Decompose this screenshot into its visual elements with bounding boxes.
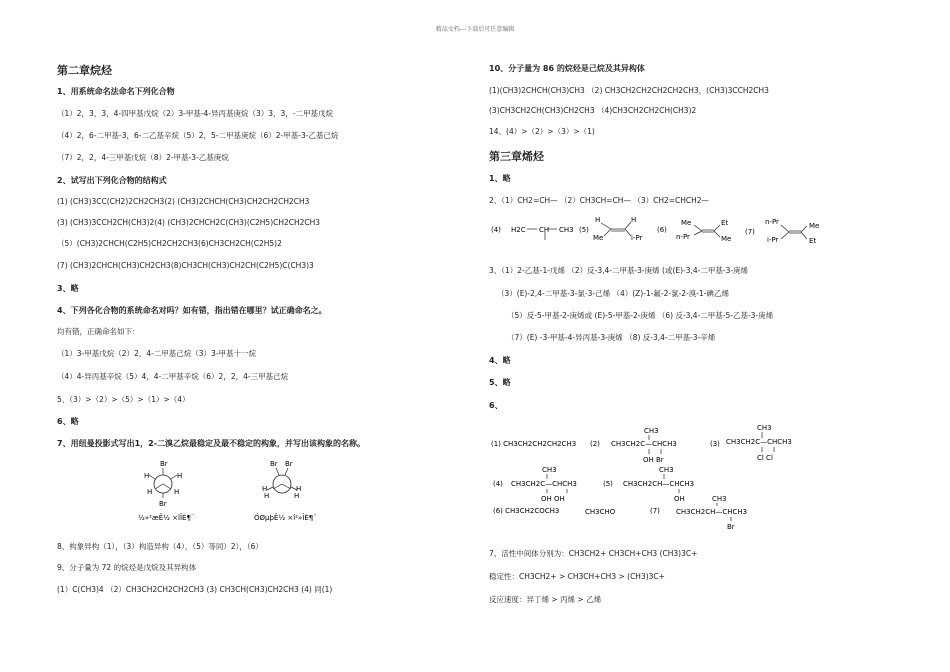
ch3-q3-line: 3、（1）2-乙基-1-戊烯 （2）反-3,4-二甲基-3-庚烯 (或(E)-3,4-二甲基-3-庚烯 bbox=[489, 266, 749, 275]
q10-line: (3)CH3CH2CH(CH3)CH2CH3 （4)CH3CH2CH2CH(CH3)2 bbox=[489, 106, 697, 115]
struct-label: i-Pr bbox=[767, 236, 779, 244]
q10-line: (1)(CH3)2CHCH(CH3)CH3 （2) CH3CH2CH2CH2CH2CH3，(CH3)3CCH2CH3 bbox=[489, 86, 769, 95]
page-header: 精品文档---下载后可任意编辑 bbox=[435, 26, 515, 33]
q1-line: （1）2，3，3，4-四甲基戊烷（2）3-甲基-4-异丙基庚烷（3）3，3，-二甲基戊烷 bbox=[57, 109, 334, 118]
q6-formula: CH3 bbox=[542, 466, 557, 474]
q6-formula: (1) CH3CH2CH2CH2CH3 bbox=[491, 440, 577, 448]
q5-line: 5、（3）>（2）>（5）>（1）>（4） bbox=[57, 395, 190, 404]
q6-formula: CH3CH2C—CHCH3 bbox=[511, 480, 577, 488]
struct-label: (7) bbox=[745, 228, 755, 236]
q6-formula: OH bbox=[674, 495, 685, 503]
struct-label: Me bbox=[593, 234, 604, 242]
chapter2-title: 第二章烷烃 bbox=[57, 64, 112, 77]
q6-formula: Cl Cl bbox=[757, 454, 773, 462]
q4-line: （4）4-异丙基辛烷（5）4，4-二甲基辛烷（6）2，2，4-三甲基己烷 bbox=[57, 372, 289, 381]
q1-title: 1、用系统命名法命名下列化合物 bbox=[57, 87, 175, 96]
q6-formula: (6) CH3CH2COCH3 bbox=[493, 507, 560, 515]
newman-a-atom: H bbox=[177, 472, 183, 480]
struct-label: (6) bbox=[657, 226, 667, 234]
ch3-q3-line: （7）(E) -3-甲基-4-异丙基-3-庚烯 （8) 反-3,4-二甲基-3-辛烯 bbox=[507, 333, 716, 342]
struct-label: H bbox=[595, 216, 601, 224]
ch3-q6-line: 6、 bbox=[489, 401, 503, 410]
q6-formula: CH3 bbox=[757, 424, 772, 432]
newman-b-atom: H bbox=[296, 485, 302, 493]
newman-a-caption: ½»²æÊ½ ×îÎÈ¶¨ bbox=[138, 514, 195, 522]
q6-formula: CH3 bbox=[659, 466, 674, 474]
q2-title: 2、试写出下列化合物的结构式 bbox=[57, 176, 167, 185]
struct-label: CH3 bbox=[559, 226, 574, 234]
q6-formula: (7) bbox=[650, 507, 660, 515]
q4-intro: 均有错，正确命名如下： bbox=[57, 327, 140, 336]
q6-formula: CH3CH2CH—CHCH3 bbox=[676, 508, 748, 516]
struct-label: Et bbox=[721, 219, 729, 227]
q6-formula: (3) bbox=[710, 440, 720, 448]
q2-line: (3) (CH3)3CCH2CH(CH3)2(4) (CH3)2CHCH2C(CH3)(C2H5)CH2CH2CH3 bbox=[57, 218, 321, 227]
q6-formula: CH3CH2C—CHCH3 bbox=[726, 438, 792, 446]
q1-line: （4）2，6-二甲基-3，6-二乙基辛烷（5）2，5-二甲基庚烷（6）2-甲基-3-乙基己烷 bbox=[57, 131, 339, 140]
struct-label: Me bbox=[809, 222, 820, 230]
ch3-q3-line: （3）(E)-2,4-二甲基-3-氯-3-己烯 （4）(Z)-1-氟-2-氯-2-溴-1-碘乙烯 bbox=[497, 289, 729, 298]
newman-projections bbox=[130, 456, 360, 528]
ch3-q7-line: 7、活性中间体分别为：CH3CH2+ CH3CH+CH3 (CH3)3C+ bbox=[489, 549, 698, 558]
q8-line: 8、构象异构（1），（3）构造异构（4），（5）等同）2），（6） bbox=[57, 542, 263, 551]
struct-label: i-Pr bbox=[631, 234, 643, 242]
struct-label: CH bbox=[539, 226, 550, 234]
q6-formula: (2) bbox=[590, 440, 600, 448]
q6-line: 6、略 bbox=[57, 417, 79, 426]
q10-title: 10、分子量为 86 的烷烃是己烷及其异构体 bbox=[489, 64, 645, 73]
chapter3-title: 第三章烯烃 bbox=[489, 150, 544, 163]
q2-line: (7) (CH3)2CHCH(CH3)CH2CH3(8)CH3CH(CH3)CH2CH(C2H5)C(CH3)3 bbox=[57, 261, 314, 270]
struct-label: H bbox=[631, 216, 637, 224]
q6-formula: OH OH bbox=[541, 495, 565, 503]
newman-staggered bbox=[138, 460, 194, 522]
newman-b-atom: Br bbox=[270, 460, 278, 468]
ch3-q2-line: 2、（1）CH2=CH— （2）CH3CH=CH— （3）CH2=CHCH2— bbox=[489, 196, 710, 205]
q4-title: 4、下列各化合物的系统命名对吗？如有错，指出错在哪里？试正确命名之。 bbox=[57, 306, 327, 315]
q6-formula: Br bbox=[727, 523, 735, 531]
newman-a-atom: H bbox=[144, 472, 150, 480]
q6-formula: CH3CHO bbox=[585, 508, 616, 516]
newman-eclipsed bbox=[254, 460, 317, 522]
q1-line: （7）2，2，4-三甲基戊烷（8）2-甲基-3-乙基庚烷 bbox=[57, 153, 229, 162]
newman-a-atom: H bbox=[147, 488, 153, 496]
newman-a-atom: Br bbox=[160, 460, 168, 468]
alkene-structures bbox=[489, 212, 839, 252]
q6-formula: CH3CH2CH—CHCH3 bbox=[623, 480, 695, 488]
ch3-q7-stability: 稳定性：CH3CH2+ > CH3CH+CH3 > (CH3)3C+ bbox=[489, 572, 665, 581]
q9-line: (1）C(CH3)4 （2）CH3CH2CH2CH2CH3 (3) CH3CH(CH3)CH2CH3 (4) 同(1) bbox=[57, 585, 333, 594]
q14-line: 14、(4）>（2）>（3）>（1) bbox=[489, 127, 595, 136]
ch3-q7-rate: 反应速度：异丁烯 > 丙烯 > 乙烯 bbox=[489, 595, 602, 604]
q4-line: （1）3-甲基戊烷（2）2，4-二甲基己烷（3）3-甲基十一烷 bbox=[57, 349, 257, 358]
q6-formula: CH3 bbox=[712, 495, 727, 503]
newman-b-caption: ÖØµþÊ½ ×î²»ÎÈ¶¨ bbox=[254, 514, 317, 522]
struct-label: H2C bbox=[511, 226, 526, 234]
struct-label: n-Pr bbox=[765, 218, 779, 226]
ch3-q5-line: 5、略 bbox=[489, 378, 511, 387]
newman-b-atom: H bbox=[264, 492, 270, 500]
struct-label: n-Pr bbox=[676, 233, 690, 241]
q9-title: 9、分子量为 72 的烷烃是戊烷及其异构体 bbox=[57, 563, 197, 572]
ch3-q3-line: （5）反-5-甲基-2-庚烯或 (E)-5-甲基-2-庚烯 （6) 反-3,4-二甲基-5-乙基-3-庚烯 bbox=[507, 311, 774, 320]
q2-line: （5）(CH3)2CHCH(C2H5)CH2CH2CH3(6)CH3CH2CH(C2H5)2 bbox=[57, 239, 282, 248]
ch3-q4-line: 4、略 bbox=[489, 356, 511, 365]
newman-b-atom: H bbox=[294, 492, 300, 500]
struct-label: Me bbox=[721, 235, 732, 243]
q6-formula: (4) bbox=[493, 480, 503, 488]
struct-label: (4) bbox=[491, 226, 501, 234]
newman-a-atom: H bbox=[174, 488, 180, 496]
ch3-q1-line: 1、略 bbox=[489, 174, 511, 183]
newman-a-atom: Br bbox=[159, 500, 167, 508]
q6-formula: CH3CH2C—CHCH3 bbox=[611, 440, 677, 448]
q6-formula: (5) bbox=[603, 480, 613, 488]
struct-label: (5) bbox=[579, 226, 589, 234]
q6-formula: CH3 bbox=[644, 427, 659, 435]
newman-b-atom: H bbox=[262, 485, 268, 493]
q6-formula: OH Br bbox=[643, 456, 664, 464]
q6-structures bbox=[489, 420, 819, 532]
q7-title: 7、用纽曼投影式写出1，2-二溴乙烷最稳定及最不稳定的构象，并写出该构象的名称。 bbox=[57, 439, 366, 448]
newman-b-atom: Br bbox=[285, 460, 293, 468]
struct-label: Me bbox=[681, 219, 692, 227]
q3-line: 3、略 bbox=[57, 284, 79, 293]
q2-line: (1) (CH3)3CC(CH2)2CH2CH3(2) (CH3)2CHCH(CH3)CH2CH2CH2CH3 bbox=[57, 197, 310, 206]
struct-label: Et bbox=[809, 237, 817, 245]
